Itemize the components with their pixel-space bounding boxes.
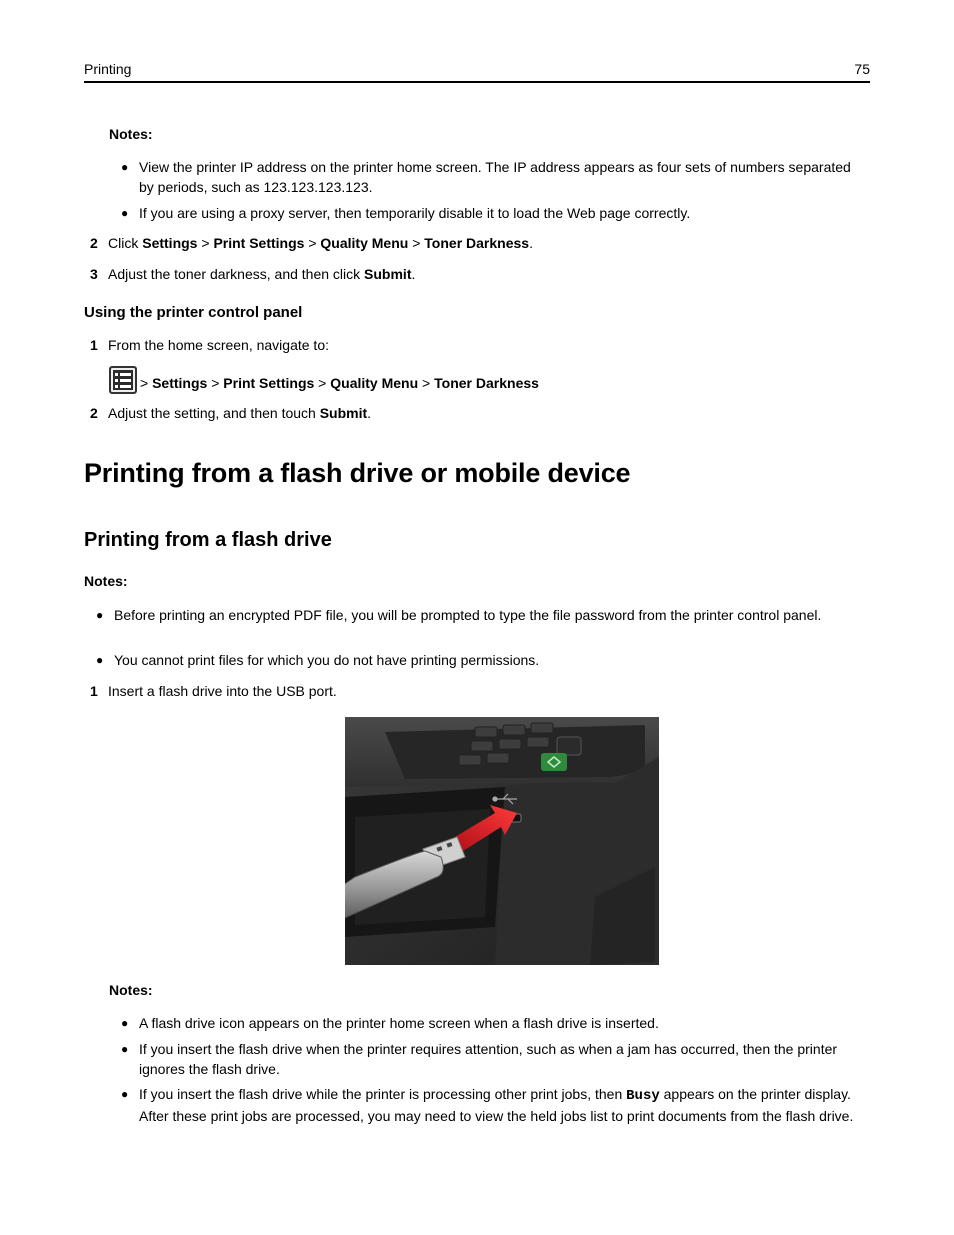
bullet-icon: ● bbox=[121, 1087, 129, 1101]
bullet-icon: ● bbox=[121, 160, 129, 174]
bullet-icon: ● bbox=[121, 1016, 129, 1030]
page-number: 75 bbox=[854, 61, 870, 77]
note-item: ● If you insert the flash drive when the printer requires attention, such as when a jam has occurred, then the printer ignores the flash drive. bbox=[121, 1041, 838, 1077]
step-item: 2 Click Settings > Print Settings > Quality Menu > Toner Darkness. bbox=[90, 235, 533, 251]
notes-label: Notes: bbox=[109, 126, 153, 142]
step-item: 1 From the home screen, navigate to: bbox=[90, 337, 329, 353]
subsection-title: Printing from a flash drive bbox=[84, 529, 332, 551]
busy-status-text: Busy bbox=[626, 1088, 660, 1104]
bullet-icon: ● bbox=[96, 608, 104, 622]
note-item: ● Before printing an encrypted PDF file, you will be prompted to type the file password from the printer control panel. bbox=[96, 607, 822, 623]
bullet-icon: ● bbox=[121, 1042, 129, 1056]
step-item: 2 Adjust the setting, and then touch Submit. bbox=[90, 405, 372, 421]
step-item: 1 Insert a flash drive into the USB port. bbox=[90, 683, 337, 699]
note-item: ● If you insert the flash drive while the printer is processing other print jobs, then Busy appears on the printer display. After these print jobs are processed, you may need to view the held jobs list to print documents from the flash drive. bbox=[121, 1086, 854, 1124]
bullet-icon: ● bbox=[96, 653, 104, 667]
running-header-section: Printing bbox=[84, 61, 132, 77]
header-rule bbox=[84, 81, 870, 83]
note-item: ● A flash drive icon appears on the printer home screen when a flash drive is inserted. bbox=[121, 1015, 659, 1031]
notes-label: Notes: bbox=[109, 982, 153, 998]
bullet-icon: ● bbox=[121, 206, 129, 220]
printer-usb-photo bbox=[345, 717, 659, 965]
step-item: 3 Adjust the toner darkness, and then click Submit. bbox=[90, 266, 416, 282]
section-title: Printing from a flash drive or mobile device bbox=[84, 458, 631, 488]
note-item: ● If you are using a proxy server, then temporarily disable it to load the Web page correctly. bbox=[121, 205, 691, 221]
notes-label: Notes: bbox=[84, 573, 128, 589]
subheading-control-panel: Using the printer control panel bbox=[84, 304, 303, 321]
note-item: ● You cannot print files for which you do not have printing permissions. bbox=[96, 652, 540, 668]
navigation-path: > Settings > Print Settings > Quality Menu > Toner Darkness bbox=[140, 375, 539, 391]
note-item: ● View the printer IP address on the printer home screen. The IP address appears as four sets of numbers separated by periods, such as 123.123.123.123. bbox=[121, 159, 851, 195]
menu-icon bbox=[109, 366, 137, 394]
